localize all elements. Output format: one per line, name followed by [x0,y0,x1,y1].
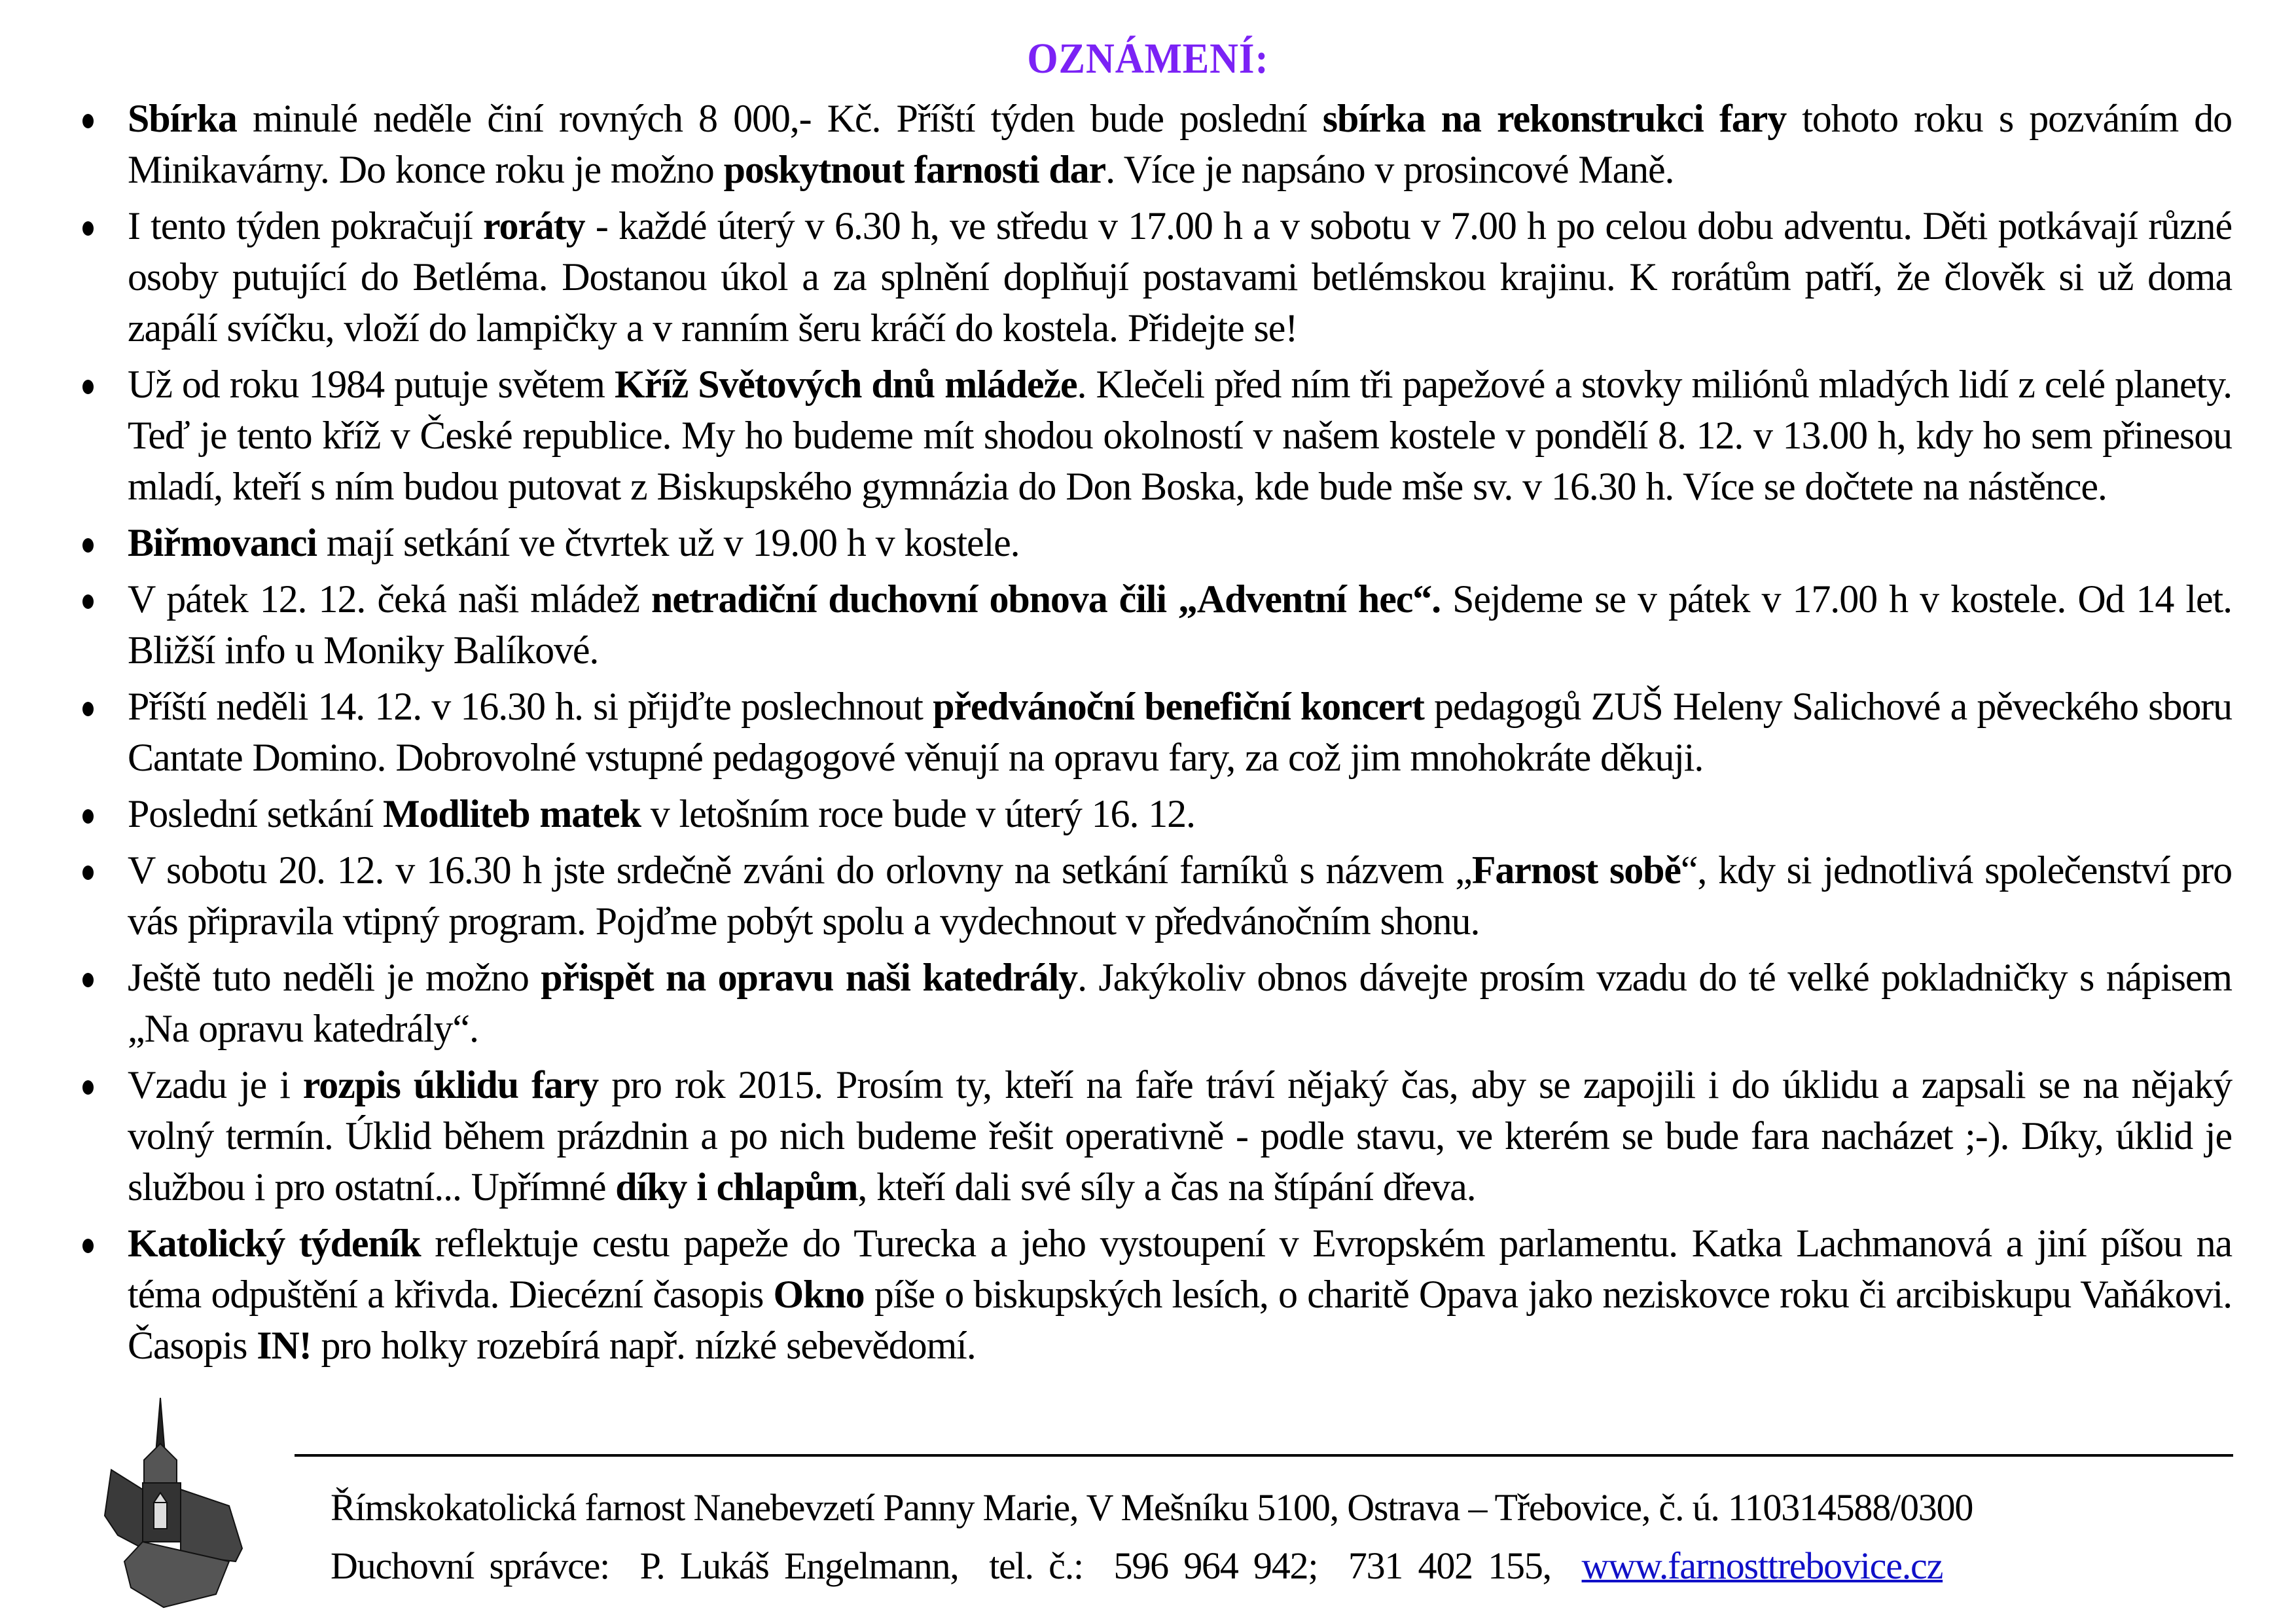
body-text: Poslední setkání [128,792,383,835]
announcement-item [79,788,2232,839]
announcement-item [79,200,2232,354]
body-text: V sobotu 20. 12. v 16.30 h jste srdečně zváni do orlovny na setkání farníků s názvem „ [128,848,1472,892]
emphasis-text: Modliteb matek [382,792,641,835]
emphasis-text: Kříž Světových dnů mládeže [614,363,1077,406]
body-text: pro rok 2015. Prosím ty, kteří na faře tráví nějaký čas, aby se zapojili i do úklidu a zapsali se na nějaký volný termín. Úklid během prázdnin a po nich budeme řešit operativně - podle stavu, ve kterém se bude fara nacházet ;-). Díky, úklid je službou i pro ostatní... Upřímné [128,1063,2233,1209]
body-text: , kteří dali své síly a čas na štípání dřeva. [857,1165,1476,1209]
announcement-item [79,1218,2232,1371]
body-text: “, kdy si jednotlivá společenství pro vás připravila vtipný program. Pojďme pobýt spolu a vydechnout v předvánočním shonu. [128,848,2232,943]
body-text: Už od roku 1984 putuje světem [128,363,615,406]
emphasis-text: roráty [483,204,585,247]
bullet-icon [82,1218,97,1269]
bullet-icon [82,952,97,1003]
parish-address: Římskokatolická farnost Nanebevzetí Panny Marie, V Mešníku 5100, Ostrava – Třebovice, č. ú. 110314588/0300 [331,1486,1973,1529]
emphasis-text: Biřmovanci [128,521,317,564]
body-text: - každé úterý v 6.30 h, ve středu v 17.00 h a v sobotu v 7.00 h po celou dobu adventu. Děti potkávají různé osoby putující do Betléma. Dostanou úkol a za splnění doplňují postavami betlémskou krajinu. K rorátům patří, že člověk si už doma zapálí svíčku, vloží do lampičky a v ranním šeru kráčí do kostela. Přidejte se! [128,204,2232,350]
bullet-icon [82,517,97,568]
emphasis-text: Farnost sobě [1471,848,1681,892]
emphasis-text: poskytnout farnosti dar [723,148,1106,191]
body-text: pedagogů ZUŠ Heleny Salichové a pěveckého sboru Cantate Domino. Dobrovolné vstupné pedagogové věnují na opravu fary, za což jim mnohokráte děkuji. [128,685,2232,779]
bullet-icon [82,788,97,839]
body-text: minulé neděle činí rovných 8 000,- Kč. Příští týden bude poslední [236,97,1323,140]
body-text: . Více je napsáno v prosincové Maně. [1105,148,1674,191]
body-text: tohoto roku s pozváním do Minikavárny. Do konce roku je možno [128,97,2232,191]
announcement-item [79,845,2232,947]
body-text: píše o biskupských lesích, o charitě Opava jako neziskovce roku či arcibiskupu Vaňákovi. Časopis [128,1273,2233,1367]
emphasis-text: přispět na opravu naši katedrály [541,956,1078,999]
bullet-icon [82,574,97,625]
bullet-icon [82,1059,97,1110]
announcement-list [79,93,2232,1376]
body-text: Příští neděli 14. 12. v 16.30 h. si přijďte poslechnout [128,685,933,728]
emphasis-text: netradiční duchovní obnova čili „Adventní hec“. [651,577,1441,621]
emphasis-text: Okno [773,1273,865,1316]
website-link[interactable]: www.farnosttrebovice.cz [1581,1544,1943,1587]
body-text: reflektuje cestu papeže do Turecka a jeho vystoupení v Evropském parlamentu. Katka Lachmanová a jiní píšou na téma odpuštění a křivda. Diecézní časopis [128,1222,2233,1316]
emphasis-text: předvánoční benefiční koncert [933,685,1424,728]
announcement-item [79,574,2232,676]
announcement-item [79,517,2232,568]
bullet-icon [82,681,97,732]
body-text: . Jakýkoliv obnos dávejte prosím vzadu do té velké pokladničky s nápisem „Na opravu katedrály“. [128,956,2232,1050]
announcement-item [79,1059,2232,1213]
announcement-item [79,681,2232,783]
emphasis-text: sbírka na rekonstrukci fary [1322,97,1787,140]
parish-contact [331,1543,1943,1589]
announcement-item [79,359,2232,512]
contact-info: Duchovní správce: P. Lukáš Engelmann, tel. č.: 596 964 942; 731 402 155, [331,1544,1582,1587]
body-text: V pátek 12. 12. čeká naši mládež [128,577,651,621]
body-text: . Klečeli před ním tři papežové a stovky miliónů mladých lidí z celé planety. Teď je tento kříž v České republice. My ho budeme mít shodou okolností v našem kostele v pondělí 8. 12. v 13.00 h, kdy ho sem přinesou mladí, kteří s ním budou putovat z Biskupského gymnázia do Don Boska, kde bude mše sv. v 16.30 h. Více se dočtete na nástěnce. [128,363,2232,508]
emphasis-text: Sbírka [128,97,237,140]
bullet-icon [82,200,97,251]
body-text: Ještě tuto neděli je možno [128,956,541,999]
body-text: v letošním roce bude v úterý 16. 12. [640,792,1195,835]
bullet-icon [82,845,97,896]
announcement-item [79,952,2232,1054]
emphasis-text: IN! [257,1324,312,1367]
announcement-item [79,93,2232,195]
footer-divider [295,1454,2233,1457]
church-icon [98,1398,275,1614]
body-text: pro holky rozebírá např. nízké sebevědomí. [311,1324,976,1367]
bullet-icon [82,93,97,144]
bullet-icon [82,359,97,410]
body-text: Vzadu je i [128,1063,303,1106]
body-text: I tento týden pokračují [128,204,484,247]
emphasis-text: rozpis úklidu fary [302,1063,599,1106]
page-title: OZNÁMENÍ: [1027,35,1269,82]
emphasis-text: Katolický týdeník [128,1222,421,1265]
body-text: mají setkání ve čtvrtek už v 19.00 h v kostele. [316,521,1020,564]
emphasis-text: díky i chlapům [615,1165,858,1209]
body-text: Sejdeme se v pátek v 17.00 h v kostele. Od 14 let. Bližší info u Moniky Balíkové. [128,577,2232,672]
